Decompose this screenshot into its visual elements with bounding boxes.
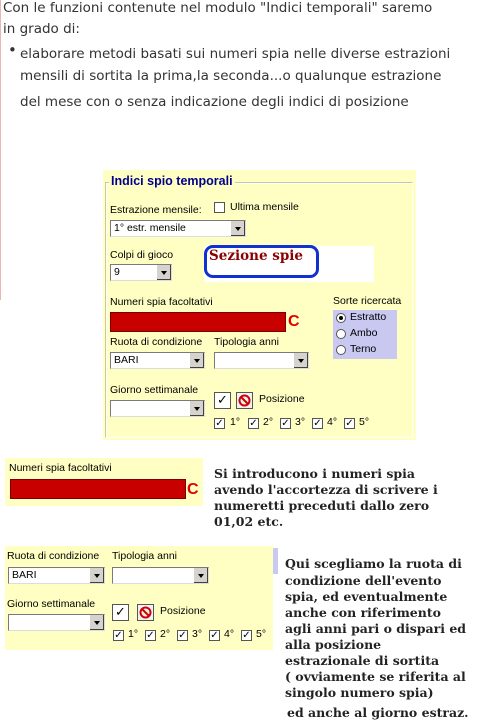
- detail2-note-2: condizione dell'evento: [285, 573, 442, 588]
- detail2-note-6: alla posizione: [285, 637, 382, 652]
- chevron-down-icon[interactable]: [89, 615, 104, 630]
- detail-ruota-panel: [5, 546, 273, 650]
- detail-pos-5-label: 5°: [256, 628, 267, 640]
- detail1-note-2: avendo l'accortezza di scrivere i: [214, 482, 438, 497]
- detail-forbid-button[interactable]: [137, 604, 154, 621]
- detail-numeri-marker: C: [187, 481, 199, 498]
- detail2-note-3: spia, ed eventualmente: [285, 589, 448, 604]
- pos-3-label: 3°: [295, 416, 306, 428]
- terno-label: Terno: [350, 343, 377, 355]
- chevron-down-icon[interactable]: [193, 568, 208, 583]
- ultima-mensile-label: Ultima mensile: [230, 201, 299, 213]
- detail-posizione-label: Posizione: [160, 605, 206, 617]
- estrazione-select[interactable]: [110, 220, 246, 237]
- detail-pos-1-label: 1°: [128, 628, 139, 640]
- forbid-icon: [139, 606, 152, 619]
- chevron-down-icon[interactable]: [293, 353, 308, 368]
- detail-check-button[interactable]: ✓: [112, 604, 129, 621]
- chevron-down-icon[interactable]: [189, 401, 204, 416]
- numeri-spia-marker: C: [288, 313, 300, 330]
- colpi-label: Colpi di gioco: [110, 249, 174, 261]
- giorno-select[interactable]: [110, 400, 205, 417]
- pos-2-label: 2°: [263, 416, 274, 428]
- detail2-note-5: agli anni pari o dispari ed: [285, 621, 467, 636]
- detail-tipologia-label: Tipologia anni: [112, 550, 177, 562]
- ruota-select[interactable]: [110, 352, 205, 369]
- sorte-label: Sorte ricercata: [333, 295, 402, 307]
- estratto-radio[interactable]: [336, 313, 346, 323]
- pos-1-checkbox[interactable]: ✓: [215, 418, 224, 429]
- sorte-radio-group: [333, 310, 397, 359]
- detail2-note-1: Qui scegliamo la ruota di: [285, 556, 462, 571]
- giorno-label: Giorno settimanale: [110, 384, 199, 396]
- numeri-spia-label: Numeri spia facoltativi: [110, 296, 213, 308]
- intro-line-5: del mese con o senza indicazione degli indici di posizione: [20, 94, 409, 110]
- detail-tipologia-select[interactable]: [112, 567, 209, 584]
- detail-giorno-label: Giorno settimanale: [7, 598, 96, 610]
- posizione-label: Posizione: [259, 393, 305, 405]
- tipologia-select[interactable]: [214, 352, 309, 369]
- estrazione-label: Estrazione mensile:: [110, 204, 202, 216]
- tipologia-label: Tipologia anni: [214, 336, 279, 348]
- pos-5-checkbox[interactable]: ✓: [345, 418, 354, 429]
- terno-radio[interactable]: [336, 345, 346, 355]
- detail-pos-3-checkbox[interactable]: ✓: [178, 630, 187, 641]
- estrazione-value: 1° estr. mensile: [114, 222, 186, 234]
- indici-panel: [103, 170, 416, 440]
- detail1-note-4: 01,02 etc.: [214, 514, 284, 529]
- estratto-label: Estratto: [350, 311, 387, 323]
- ruota-label: Ruota di condizione: [110, 336, 203, 348]
- detail-ruota-value: BARI: [12, 569, 37, 581]
- pos-5-label: 5°: [359, 416, 370, 428]
- ruota-value: BARI: [114, 354, 139, 366]
- detail1-note-1: Si introducono i numeri spia: [214, 466, 415, 481]
- sezione-spie-label: Sezione spie: [209, 248, 303, 264]
- numeri-spia-input[interactable]: [110, 312, 286, 332]
- forbid-button[interactable]: [236, 392, 253, 409]
- intro-line-2: in grado di:: [3, 21, 80, 37]
- pos-4-checkbox[interactable]: ✓: [313, 418, 322, 429]
- detail-numeri-input[interactable]: [10, 479, 186, 499]
- detail-numeri-panel: [5, 458, 203, 506]
- detail1-note-3: numeretti preceduti dallo zero: [214, 498, 430, 513]
- detail-pos-1-checkbox[interactable]: ✓: [114, 630, 123, 641]
- intro-line-1: Con le funzioni contenute nel modulo "Indici temporali" saremo: [3, 0, 433, 16]
- intro-line-4: mensili di sortita la prima,la seconda...o qualunque estrazione: [20, 68, 442, 84]
- detail-numeri-label: Numeri spia facoltativi: [9, 462, 112, 474]
- margin-rule: [0, 0, 1, 300]
- detail-ruota-select[interactable]: [8, 567, 105, 584]
- ambo-label: Ambo: [350, 327, 378, 339]
- detail-pos-4-checkbox[interactable]: ✓: [210, 630, 219, 641]
- detail2-note-9: singolo numero spia): [285, 685, 434, 700]
- ultima-mensile-checkbox[interactable]: [214, 202, 225, 213]
- detail-pos-5-checkbox[interactable]: ✓: [242, 630, 251, 641]
- chevron-down-icon[interactable]: [156, 265, 171, 280]
- forbid-icon: [238, 394, 251, 407]
- detail2-note-4: anche con riferimento: [285, 605, 441, 620]
- detail2-note-7: estrazionale di sortita: [285, 653, 440, 668]
- pos-3-checkbox[interactable]: ✓: [281, 418, 290, 429]
- panel-title: Indici spio temporali: [111, 174, 233, 188]
- detail-pos-2-checkbox[interactable]: ✓: [146, 630, 155, 641]
- colpi-select[interactable]: [110, 264, 172, 281]
- pos-1-label: 1°: [230, 416, 241, 428]
- detail2-note-last: ed anche al giorno estraz.: [287, 705, 469, 720]
- ambo-radio[interactable]: [336, 329, 346, 339]
- colpi-value: 9: [114, 266, 120, 278]
- bullet: •: [8, 41, 17, 59]
- check-button[interactable]: ✓: [214, 392, 231, 409]
- pos-2-checkbox[interactable]: ✓: [249, 418, 258, 429]
- detail-pos-4-label: 4°: [224, 628, 235, 640]
- chevron-down-icon[interactable]: [89, 568, 104, 583]
- detail-pos-3-label: 3°: [192, 628, 203, 640]
- chevron-down-icon[interactable]: [189, 353, 204, 368]
- detail2-note-8: ( ovviamente se riferita al: [285, 669, 466, 684]
- chevron-down-icon[interactable]: [230, 221, 245, 236]
- detail-pos-2-label: 2°: [160, 628, 171, 640]
- pos-4-label: 4°: [327, 416, 338, 428]
- detail-giorno-select[interactable]: [8, 614, 105, 631]
- detail-ruota-label: Ruota di condizione: [7, 550, 100, 562]
- intro-line-3: elaborare metodi basati sui numeri spia nelle diverse estrazioni: [20, 46, 451, 62]
